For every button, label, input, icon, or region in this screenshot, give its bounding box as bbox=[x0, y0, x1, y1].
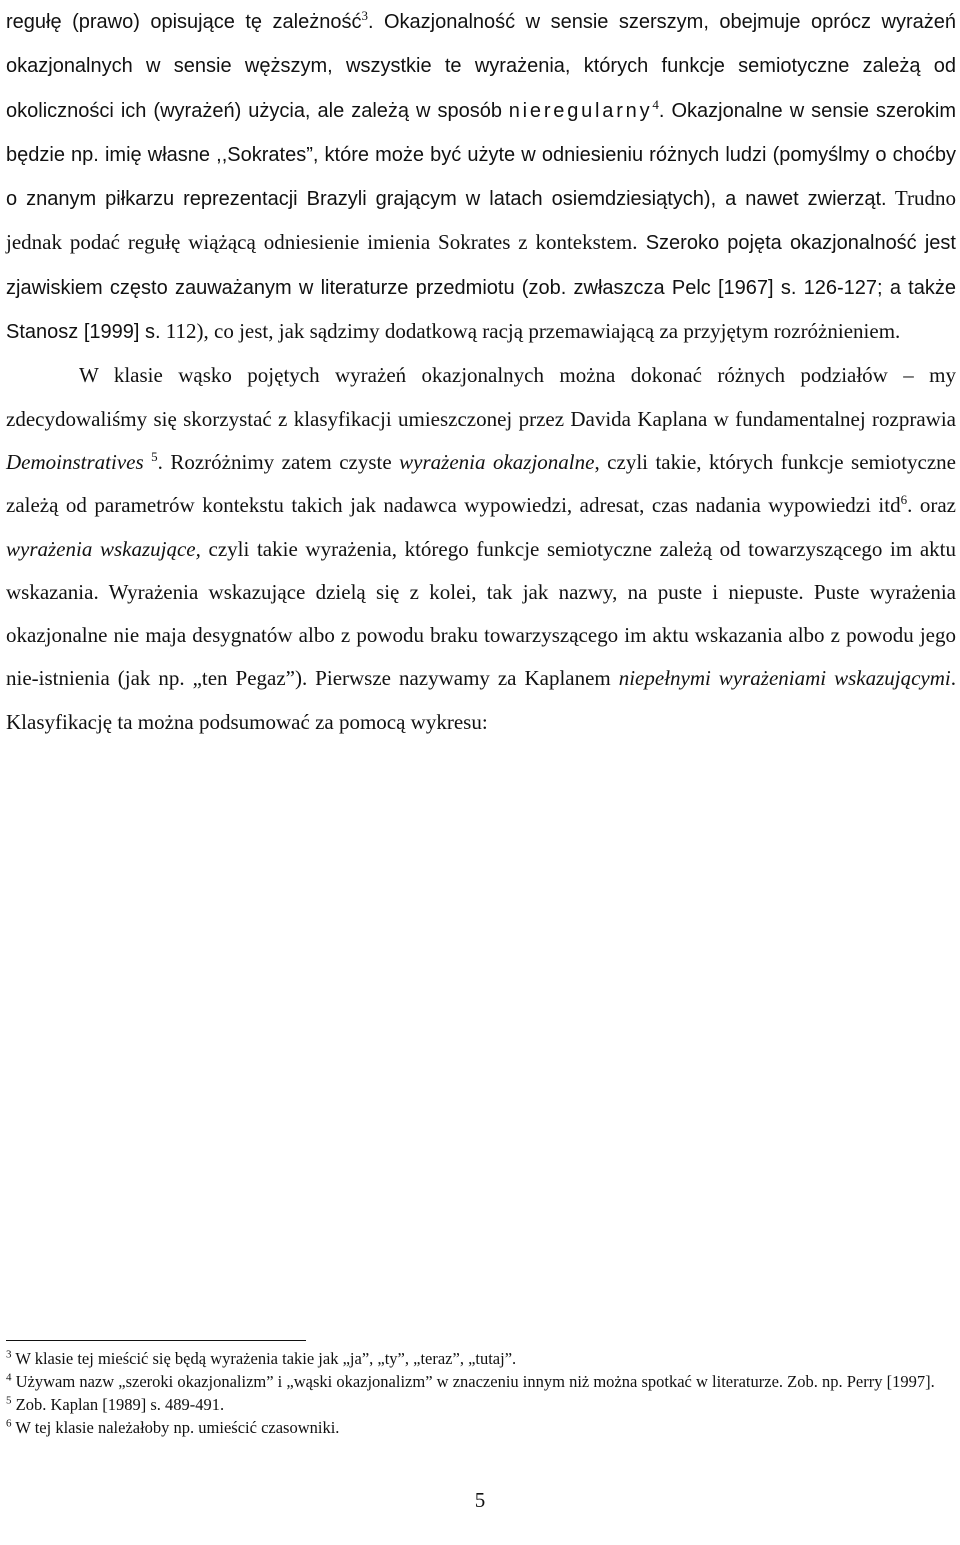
footnote-ref-5[interactable]: 5 bbox=[151, 448, 158, 464]
p2-text-2: . Rozróżnimy zatem czyste bbox=[157, 449, 400, 474]
p2-italic-term-3: niepełnymi wyrażeniami wskazującymi bbox=[618, 666, 951, 691]
footnote-number: 4 bbox=[6, 1371, 12, 1384]
footnote-text: Zob. Kaplan [1989] s. 489-491. bbox=[11, 1395, 225, 1414]
p2-text-5: czyli takie wyrażenia, którego funkcje semiotyczne zależą od towarzyszącego im aktu wskazania. Wyrażenia wskazujące dzielą się z kolei, tak jak nazwy, na puste i niepuste. Puste wyrażenia okazjonalne nie maja desygnatów albo z powodu braku towarzyszącego im aktu wskazania albo z powodu jego nie-istnienia (jak np. „ten Pegaz”). Pierwsze nazywamy za Kaplanem bbox=[6, 536, 956, 691]
page-number: 5 bbox=[474, 1488, 486, 1512]
p2-italic-title: Demoinstratives bbox=[6, 449, 144, 474]
footnote-separator bbox=[6, 1340, 306, 1341]
footnote-number: 3 bbox=[6, 1348, 12, 1361]
body-text bbox=[6, 0, 956, 744]
p1-sentence-6: 112), co jest, jak sądzimy dodatkową racją przemawiającą za przyjętym rozróżnieniem. bbox=[160, 319, 901, 344]
p2-text-1: W klasie wąsko pojętych wyrażeń okazjonalnych można dokonać różnych podziałów – my zdecydowaliśmy się skorzystać z klasyfikacji umieszczonej przez Davida Kaplana w fundamentalnej rozprawia bbox=[6, 363, 956, 431]
p1-sentence-2: . Okazjonalność w sensie szerszym, obejmuje oprócz wyrażeń okazjonalnych w sensie węższym, wszystkie te wyrażenia, których funkcje semiotyczne zależą od okoliczności ich (wyrażeń) użycia, ale zależą w sposób bbox=[6, 11, 957, 122]
paragraph-2 bbox=[6, 354, 956, 744]
footnote-text: W tej klasie należałoby np. umieścić czasowniki. bbox=[11, 1418, 340, 1437]
footnotes bbox=[6, 1340, 956, 1439]
p1-spaced-word: nieregularny bbox=[508, 99, 653, 122]
footnote-ref-3[interactable]: 3 bbox=[361, 8, 368, 23]
p2-text-4: . oraz bbox=[907, 493, 956, 518]
footnote-3 bbox=[6, 1347, 956, 1370]
footnote-number: 6 bbox=[6, 1417, 12, 1430]
footnote-4 bbox=[6, 1370, 956, 1393]
p2-text-3: , czyli takie, których funkcje semiotyczne zależą od parametrów kontekstu takich jak nadawca wypowiedzi, adresat, czas nadania wypowiedzi itd bbox=[6, 449, 956, 518]
p1-sentence-4: Trudno jednak podać regułę wiążącą odniesienie imienia Sokrates z kontekstem. bbox=[6, 186, 956, 255]
p2-text-6: . Klasyfikację ta można podsumować za pomocą wykresu: bbox=[6, 666, 956, 734]
p1-sentence-1: regułę (prawo) opisujące tę zależność bbox=[6, 11, 362, 33]
p1-sentence-5: Szeroko pojęta okazjonalność jest zjawiskiem często zauważanym w literaturze przedmiotu (zob. zwłaszcza Pelc [1967] s. 126-127; a także Stanosz [1999] s. bbox=[6, 232, 956, 344]
footnote-text: Używam nazw „szeroki okazjonalizm” i „wąski okazjonalizm” w znaczeniu innym niż można spotkać w literaturze. Zob. np. Perry [1997]. bbox=[11, 1372, 935, 1391]
footnote-ref-6[interactable]: 6 bbox=[900, 492, 908, 508]
p2-italic-term-1: wyrażenia okazjonalne bbox=[399, 449, 595, 474]
p1-sentence-3: . Okazjonalne w sensie szerokim będzie np. imię własne ,,Sokrates”, które może być użyte w odniesieniu różnych ludzi (pomyślmy o choćby o znanym piłkarzu reprezentacji Brazyli grającym w latach osiemdziesiątych), a nawet zwierząt. bbox=[6, 99, 956, 211]
footnote-number: 5 bbox=[6, 1394, 12, 1407]
footnote-ref-4[interactable]: 4 bbox=[652, 96, 659, 112]
footnote-text: W klasie tej mieścić się będą wyrażenia takie jak „ja”, „ty”, „teraz”, „tutaj”. bbox=[11, 1349, 517, 1368]
footnote-6 bbox=[6, 1416, 956, 1439]
paragraph-1 bbox=[6, 0, 956, 354]
footnote-5 bbox=[6, 1393, 956, 1416]
p2-italic-term-2: wyrażenia wskazujące, bbox=[6, 536, 201, 561]
